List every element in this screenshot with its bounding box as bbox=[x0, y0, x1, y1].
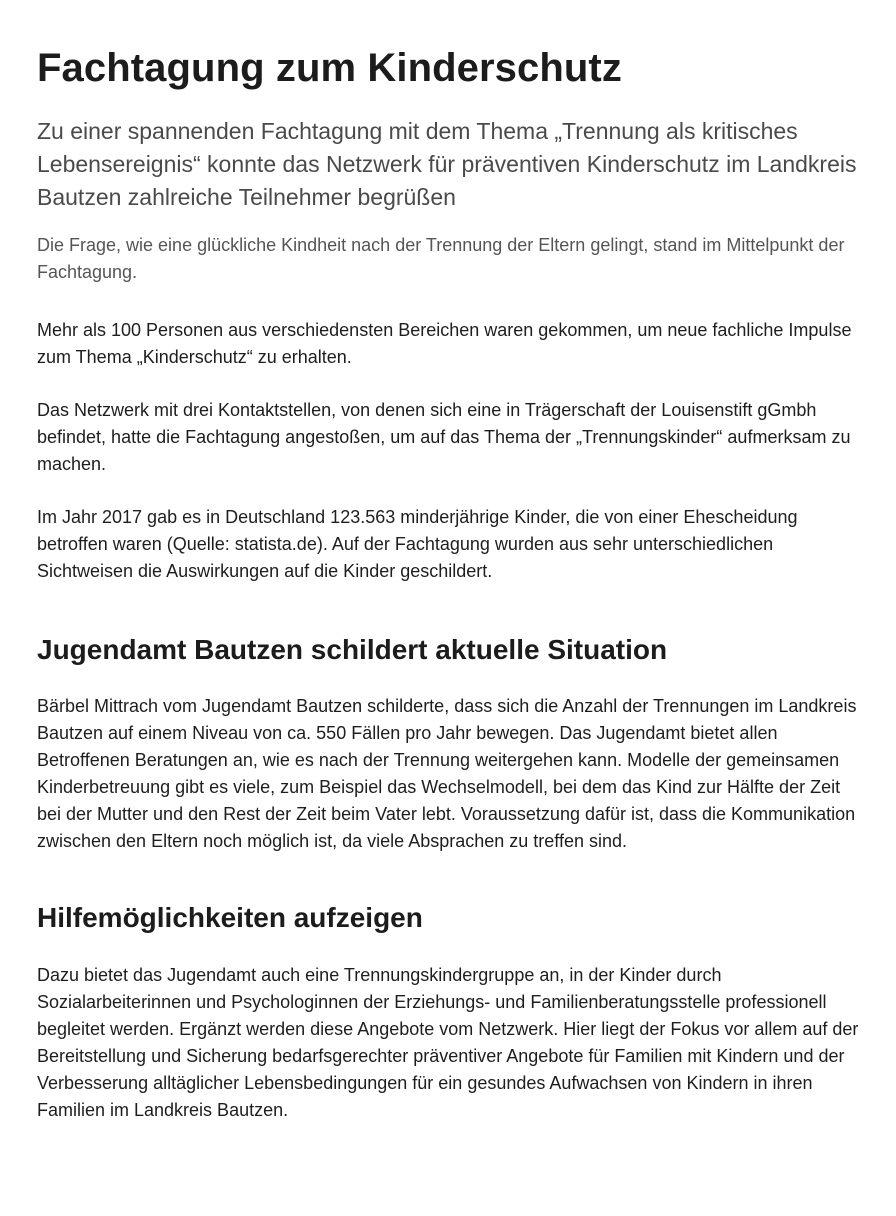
section-heading-jugendamt: Jugendamt Bautzen schildert aktuelle Situation bbox=[37, 634, 668, 665]
paragraph-network: Das Netzwerk mit drei Kontaktstellen, von denen sich eine in Trägerschaft der Louisenstift gGmbh befindet, hatte die Fachtagung angestoßen, um auf das Thema der „Trennungskinder“ aufmerksam zu machen. bbox=[37, 400, 851, 474]
article-intro: Die Frage, wie eine glückliche Kindheit nach der Trennung der Eltern gelingt, stand im Mittelpunkt der Fachtagung. bbox=[37, 235, 845, 282]
section-text-hilfe: Dazu bietet das Jugendamt auch eine Trennungskindergruppe an, in der Kinder durch Sozialarbeiterinnen und Psychologinnen der Erziehungs- und Familienberatungsstelle professionell begleitet werden. Ergänzt werden diese Angebote vom Netzwerk. Hier liegt der Fokus vor allem auf der Bereitstellung und Sicherung bedarfsgerechter präventiver Angebote für Familien mit Kindern und der Verbesserung alltäglicher Lebensbedingungen für ein gesundes Aufwachsen von Kindern in ihren Familien im Landkreis Bautzen. bbox=[37, 965, 859, 1120]
section-heading-hilfe: Hilfemöglichkeiten aufzeigen bbox=[37, 902, 423, 933]
article-title: Fachtagung zum Kinderschutz bbox=[37, 46, 622, 90]
article-lead: Zu einer spannenden Fachtagung mit dem Thema „Trennung als kritisches Lebensereignis“ konnte das Netzwerk für präventiven Kinderschutz im Landkreis Bautzen zahlreiche Teilnehmer begrüßen bbox=[37, 118, 857, 210]
paragraph-statistics: Im Jahr 2017 gab es in Deutschland 123.563 minderjährige Kinder, die von einer Ehescheidung betroffen waren (Quelle: statista.de). Auf der Fachtagung wurden aus sehr unterschiedlichen Sichtweisen die Auswirkungen auf die Kinder geschildert. bbox=[37, 507, 798, 581]
paragraph-participants: Mehr als 100 Personen aus verschiedensten Bereichen waren gekommen, um neue fachliche Impulse zum Thema „Kinderschutz“ zu erhalten. bbox=[37, 320, 852, 367]
section-text-jugendamt: Bärbel Mittrach vom Jugendamt Bautzen schilderte, dass sich die Anzahl der Trennungen im Landkreis Bautzen auf einem Niveau von ca. 550 Fällen pro Jahr bewegen. Das Jugendamt bietet allen Betroffenen Beratungen an, wie es nach der Trennung weitergehen kann. Modelle der gemeinsamen Kinderbetreuung gibt es viele, zum Beispiel das Wechselmodell, bei dem das Kind zur Hälfte der Zeit bei der Mutter und den Rest der Zeit beim Vater lebt. Voraussetzung dafür ist, dass die Kommunikation zwischen den Eltern noch möglich ist, da viele Absprachen zu treffen sind. bbox=[37, 696, 857, 851]
